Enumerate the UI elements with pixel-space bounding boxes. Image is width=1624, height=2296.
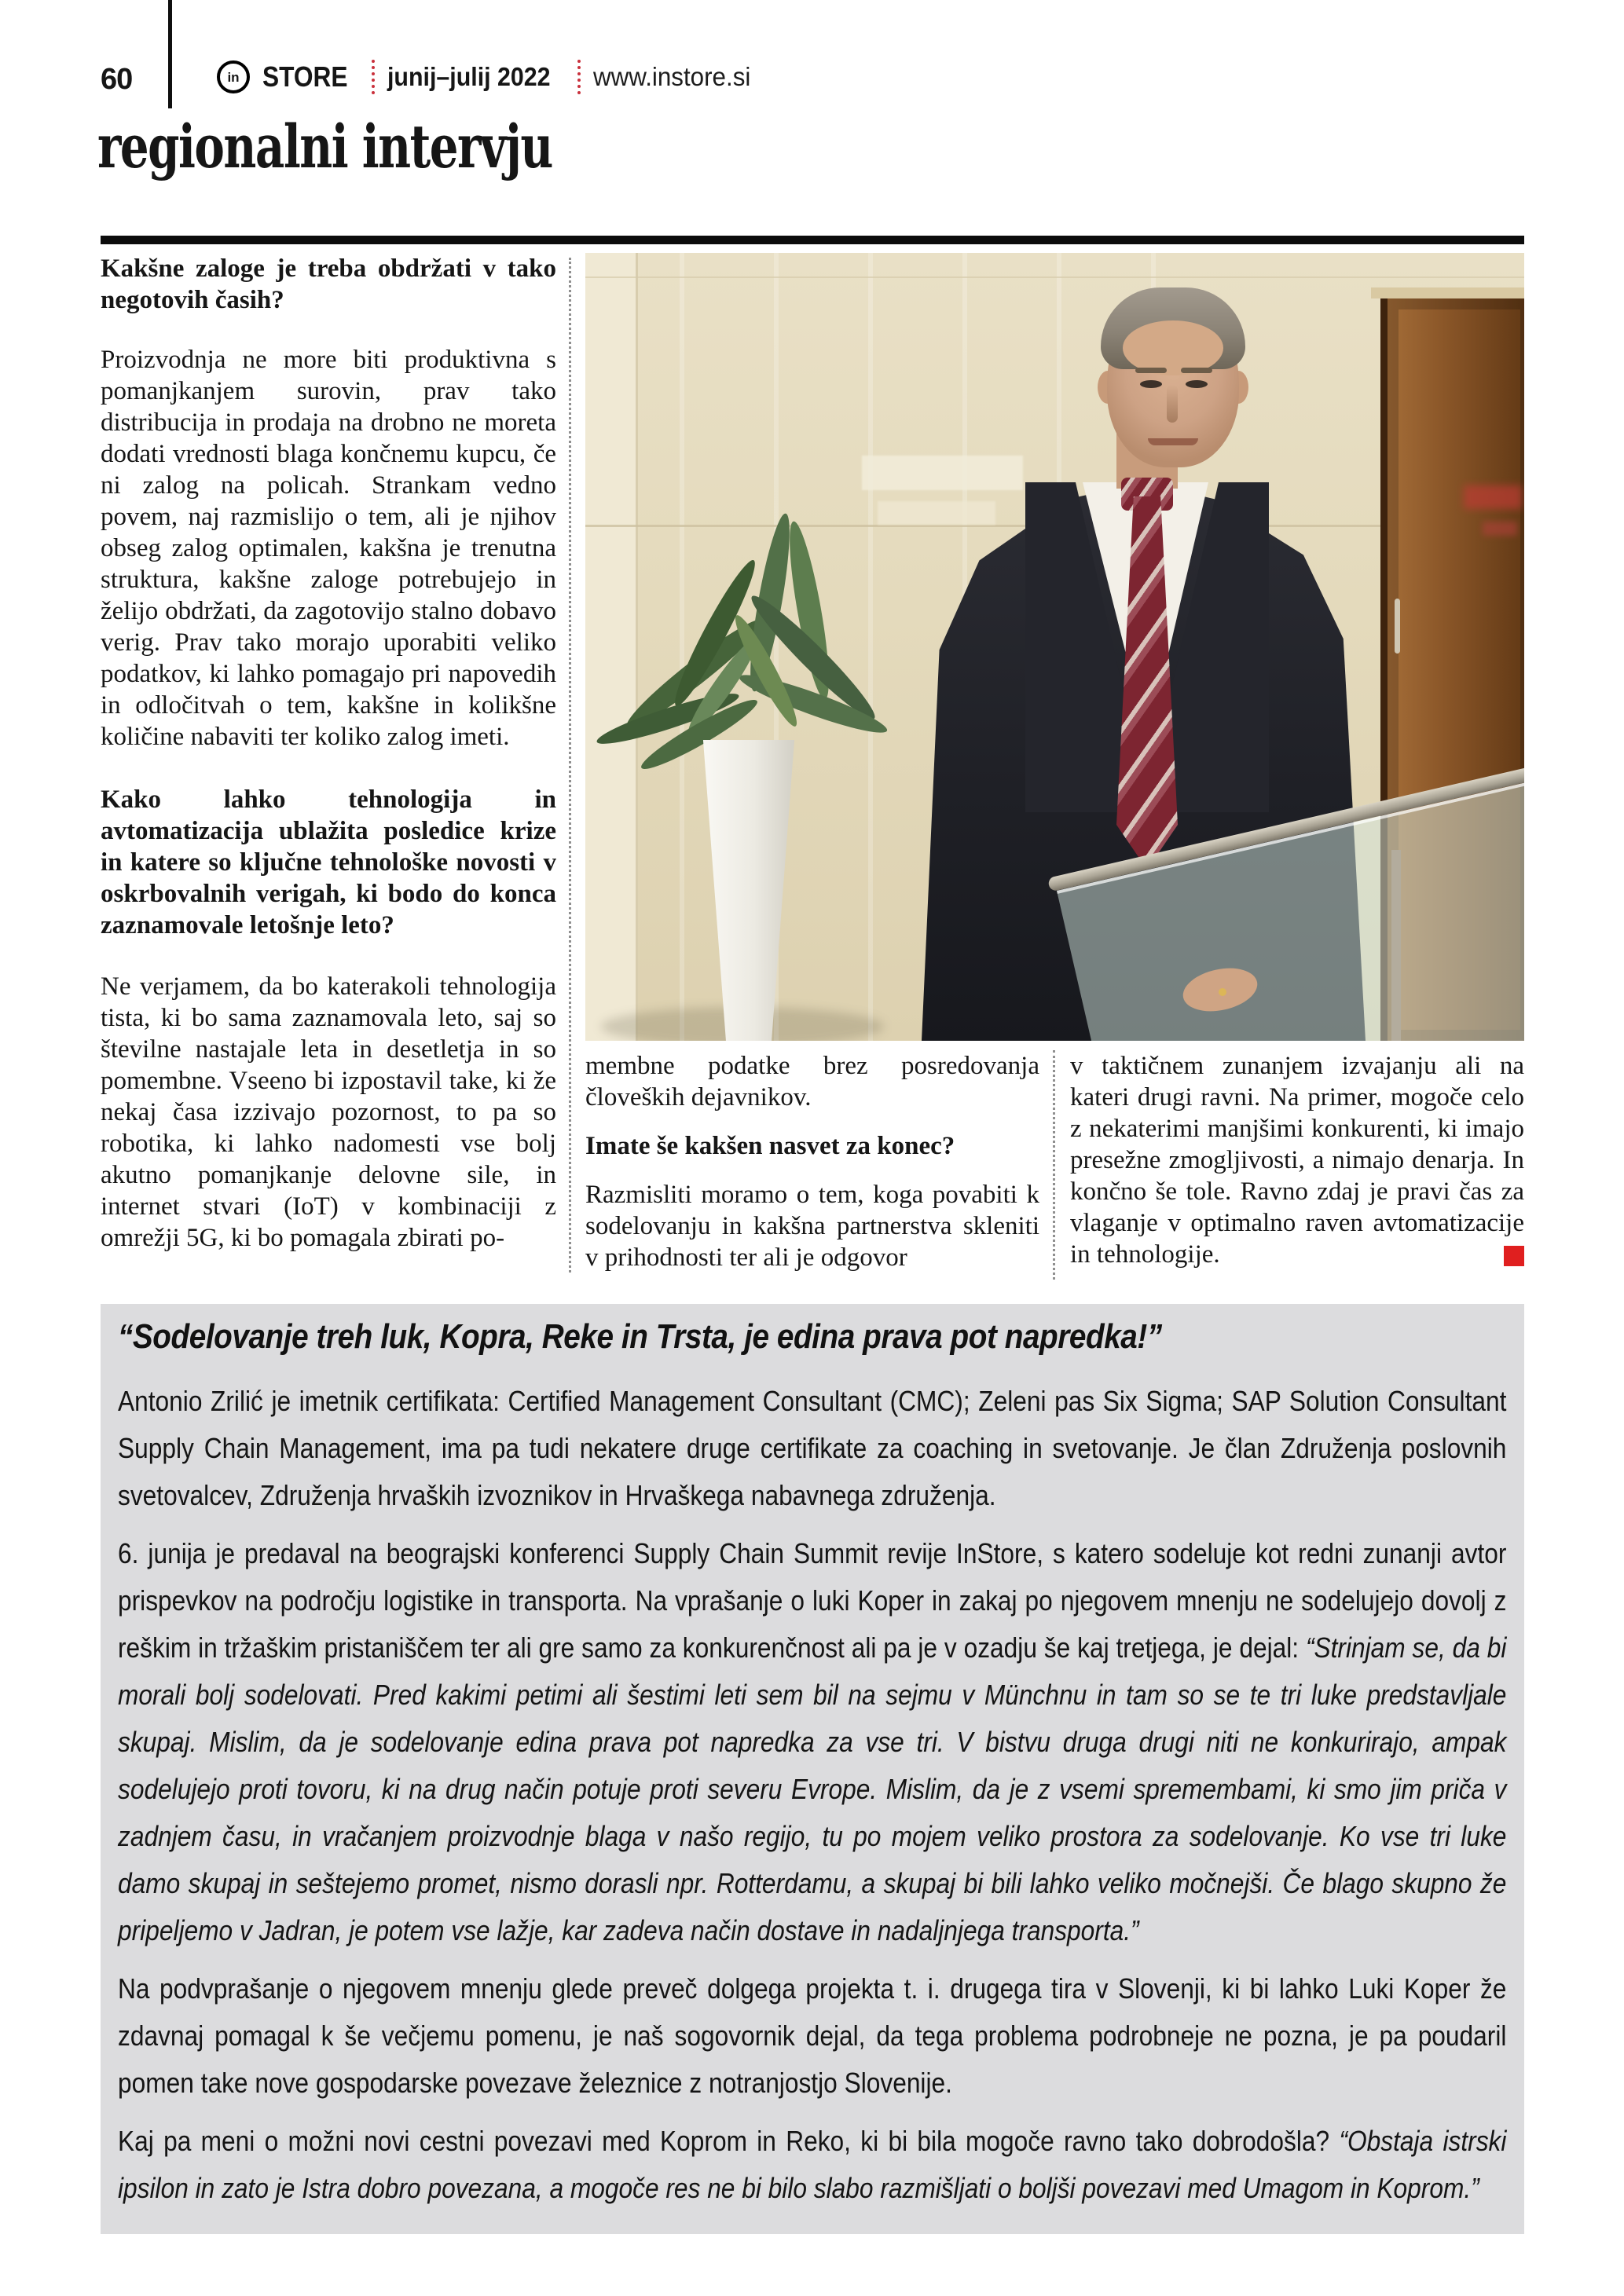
box-quote: “Strinjam se, da bi morali bolj sodelovati. Pred kakimi petimi ali šestimi leti sem bil na sejmu v Münchnu in tam so se te tri luke predstavljale skupaj. Mislim, da je sodelovanje edina prava pot napredka za vse tri. V bistvu druga drugi niti ne konkurirajo, ampak sodelujejo proti tovoru, ki na drug način potuje proti severu Evrope. Mislim, da je z vsemi spremembami, ki smo jim priča v zadnjem času, in vračanjem proizvodnje blaga v našo regijo, tu po mojem veliko prostora za sodelovanje. Ko vse tri luke damo skupaj in seštejemo promet, nismo dorasli npr. Rotterdamu, a skupaj bi bili lahko veliko močnejši. Če blago skupno že pripeljemo v Jadran, je potem vse lažje, kar zadeva način dostave in nadaljnjega transporta.” [118, 1631, 1507, 1946]
box-paragraph-rail: Na podvprašanje o njegovem mnenju glede preveč dolgega projekta t. i. drugega tira v Slovenji, ki bi lahko Luki Koper že zdavnaj pomagal k še večjemu pomenu, je naš sogovornik dejal, da tega problema podrobneje ne pozna, je pa poudaril pomen take nove gospodarske povezave železnice z notranjostjo Slovenije. [118, 1972, 1507, 2099]
article-column-3 [1070, 1050, 1524, 1270]
photo-red-sign-blur [1464, 485, 1522, 509]
issue-date: junij–julij 2022 [387, 62, 551, 91]
website-link[interactable]: www.instore.si [592, 62, 751, 91]
interview-article [101, 253, 1524, 1290]
magazine-header [217, 60, 759, 94]
photo-wall-sign [878, 501, 995, 525]
article-column-1 [101, 253, 556, 1254]
end-of-article-marker [1504, 1246, 1524, 1266]
photo-eyebrow [1181, 368, 1212, 373]
box-paragraph-intro: 6. junija je predaval na beograjski konferenci Supply Chain Summit revije InStore, s katero sodeluje kot redni zunanji avtor prispevkov na področju logistike in transporta. Na vprašanje o luki Koper in zakaj po njegovem mnenju ne sodelujejo dovolj z reškim in tržaškim pristaniščem ter ali gre samo za konkurenčnost ali pa je v ozadju še kaj tretjega, je dejal: [118, 1537, 1507, 1664]
interview-answer-continued: membne podatke brez posredovanja človeških dejavnikov. [585, 1052, 1039, 1111]
page-number: 60 [101, 63, 133, 96]
brand-name: STORE [262, 60, 348, 93]
box-paragraph-road [118, 2118, 1506, 2212]
interview-question: Imate še kakšen nasvet za konec? [585, 1132, 955, 1160]
highlight-box [101, 1304, 1524, 2234]
title-rule [101, 236, 1524, 244]
interview-answer-continued: v taktičnem zunanjem izvajanju ali na kateri drugi ravni. Na primer, mogoče celo z nekaterimi manjšimi konkurenti, ki imajo presežne zmogljivosti, a nimajo denarja. In končno še tole. Ravno zdaj je pravi čas za vlaganje v optimalno raven avtomatizacije in tehnologije. [1070, 1052, 1524, 1269]
article-column-2 [585, 1050, 1039, 1273]
interview-question: Kako lahko tehnologija in avtomatizacija ublažita posledice krize in katere so ključne tehnološke novosti v oskrbovalnih verigah, ki bodo do konca zaznamovale letošnje leto? [101, 785, 556, 939]
column-separator [1053, 1050, 1055, 1280]
interview-question: Kakšne zaloge je treba obdržati v tako negotovih časih? [101, 255, 556, 314]
photo-eye [1186, 380, 1208, 388]
photo-ring [1219, 988, 1226, 996]
interview-answer: Razmisliti moramo o tem, koga povabiti k sodelovanju in kakšna partnerstva skleniti v prihodnosti ter ali je odgovor [585, 1181, 1039, 1272]
box-headline: “Sodelovanje treh luk, Kopra, Reke in Trsta, je edina prava pot napredka!” [118, 1317, 1162, 1356]
section-title: regionalni intervju [97, 112, 552, 181]
photo-wall-pillar [585, 253, 638, 1041]
column-separator [569, 258, 571, 1273]
box-paragraph-bio: Antonio Zrilić je imetnik certifikata: Certified Management Consultant (CMC); Zeleni pas Six Sigma; SAP Solution Consultant Supply Chain Management, ima pa tudi nekatere druge certifikate za coaching in svetovanje. Je član Združenja poslovnih svetovalcev, Združenja hrvaških izvoznikov in Hrvaškega nabavnega združenja. [118, 1385, 1507, 1511]
photo-door-frame [1371, 287, 1524, 298]
photo-eye [1140, 380, 1162, 388]
box-quote: “Obstaja istrski ipsilon in zato je Istra dobro povezana, a mogoče res ne bi bilo slabo razmišljati o boljši povezavi med Umagom in Koprom.” [118, 2125, 1507, 2204]
photo-rail-post [1391, 850, 1401, 1041]
interview-photo [585, 253, 1524, 1041]
photo-wall-sign [862, 456, 1023, 490]
photo-red-sign-blur [1483, 522, 1517, 536]
box-paragraph-intro: Kaj pa meni o možni novi cestni povezavi med Koprom in Reko, ki bi bila mogoče ravno tako dobrodošla? [118, 2125, 1340, 2157]
instore-logo-icon: in [217, 60, 250, 93]
photo-eyebrow [1135, 368, 1167, 373]
box-paragraph-conference [118, 1530, 1506, 1954]
photo-mouth [1148, 438, 1198, 445]
interview-answer: Ne verjamem, da bo katerakoli tehnologija tista, ki bo sama zaznamovala leto, saj so številne nastajale leta in desetletja in so pomembne. Vseeno bi izpostavil take, ki že nekaj časa izzivajo pozornost, to pa so robotika, ki lahko nadomesti vse bolj akutno pomanjkanje delovne sile, in internet stvari (IoT) v kombinaciji z omrežji 5G, ki bo pomagala zbirati po- [101, 972, 556, 1252]
header-divider-bar [168, 0, 172, 108]
photo-wall-seam [585, 276, 1524, 278]
photo-nose [1167, 385, 1178, 423]
interview-answer: Proizvodnja ne more biti produktivna s pomanjkanjem surovin, prav tako distribucija in prodaja na drobno ne moreta dodati vrednosti blaga končnemu kupcu, če ni zalog na policah. Strankam vedno povem, naj razmislijo o tem, ali je njihov obseg zalog optimalen, kakšna je trenutna struktura, kakšne zaloge potrebujejo in želijo obdržati, da zagotovijo stalno dobavo verig. Prav tako morajo uporabiti veliko podatkov, ki lahko pomagajo pri napovedih in odločitvah o tem, kakšne in kolikšne količine nabaviti ter koliko zalog imeti. [101, 346, 556, 751]
header-dotted-separator [577, 60, 581, 94]
header-dotted-separator [372, 60, 375, 94]
photo-door-handle [1395, 599, 1400, 654]
